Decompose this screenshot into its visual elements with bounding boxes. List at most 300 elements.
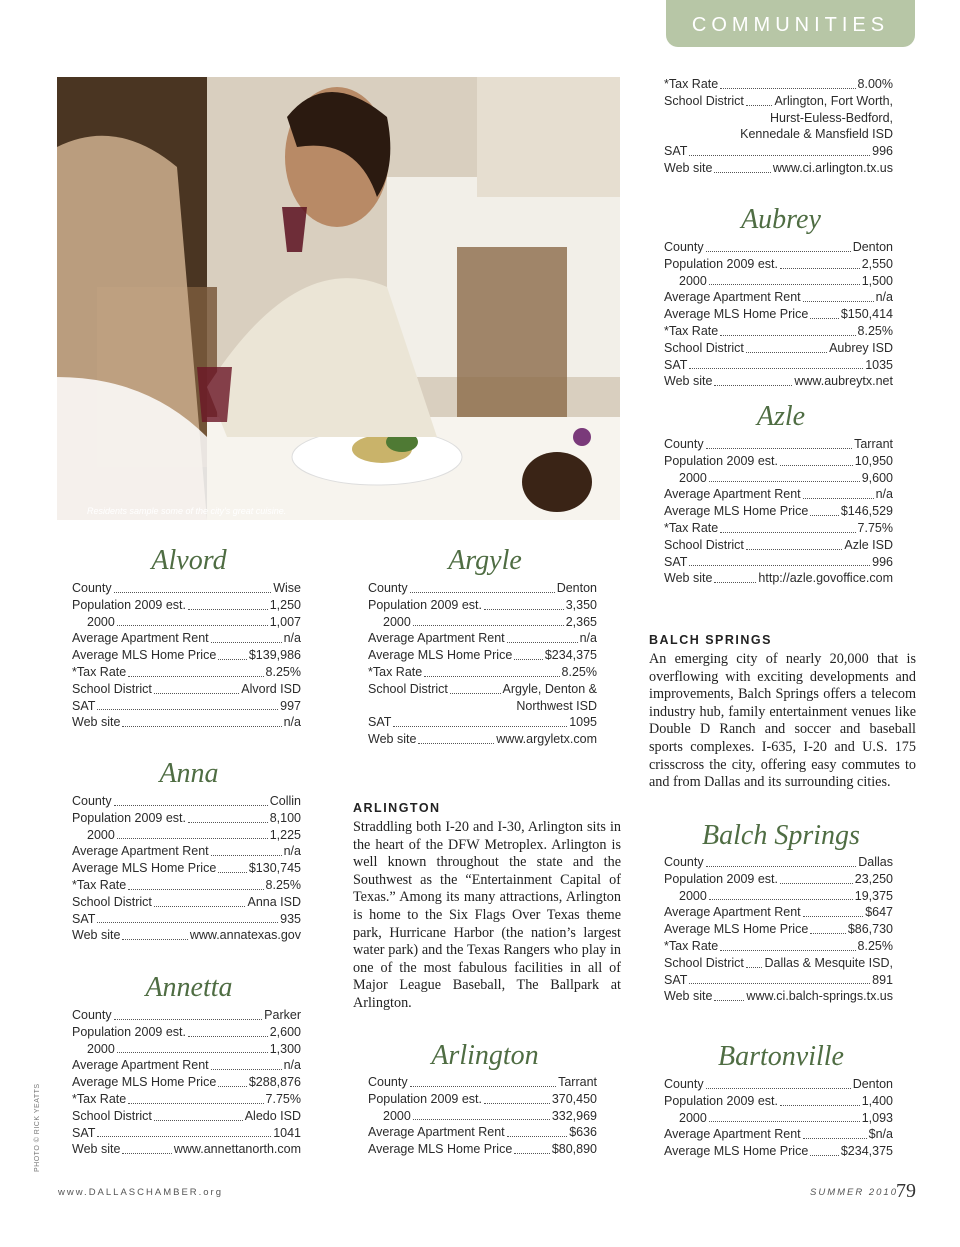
stat-row	[72, 630, 301, 647]
stat-label: Average Apartment Rent	[664, 487, 801, 502]
stat-value: $234,375	[544, 648, 597, 663]
dot-leader	[507, 642, 578, 643]
dot-leader	[211, 1069, 282, 1070]
stat-value: www.aubreytx.net	[794, 374, 893, 389]
stat-value: Aledo ISD	[244, 1108, 301, 1123]
stat-value: 8.25%	[561, 664, 597, 679]
stat-value: Wise	[273, 581, 301, 595]
dot-leader	[413, 625, 564, 626]
balch-springs-stats	[664, 854, 893, 1005]
stat-value: n/a	[875, 290, 893, 305]
stat-value: $139,986	[248, 648, 301, 663]
arlington-stats	[368, 1074, 597, 1158]
stat-value: $647	[865, 905, 893, 920]
dot-leader	[706, 866, 857, 867]
stat-label: Population 2009 est.	[368, 1091, 482, 1106]
stat-label: County	[368, 1075, 408, 1089]
stat-value: 935	[280, 911, 301, 926]
dot-leader	[154, 693, 239, 694]
stat-label: Web site	[664, 160, 713, 175]
dot-leader	[720, 335, 855, 336]
stat-value: 1035	[865, 357, 893, 372]
stat-row	[664, 1076, 893, 1093]
stat-row	[664, 436, 893, 453]
stat-value: 370,450	[551, 1091, 597, 1106]
dot-leader	[117, 1052, 268, 1053]
dot-leader	[450, 693, 501, 694]
dot-leader	[714, 172, 770, 173]
dot-leader	[484, 1103, 550, 1104]
stat-label: *Tax Rate	[664, 77, 719, 91]
stat-label: SAT	[664, 554, 688, 569]
stat-label: Web site	[72, 928, 121, 943]
community-title: Bartonville	[718, 1041, 844, 1072]
stat-label: Web site	[664, 374, 713, 389]
stat-row	[664, 503, 893, 520]
dot-leader	[803, 301, 874, 302]
dot-leader	[689, 565, 870, 566]
community-title: Arlington	[431, 1040, 539, 1071]
dot-leader	[706, 448, 852, 449]
stat-row	[664, 340, 893, 357]
stat-row	[368, 1141, 597, 1158]
stat-label: School District	[664, 340, 744, 355]
stat-row	[664, 570, 893, 587]
stat-value-continued: Kennedale & Mansfield ISD	[740, 127, 893, 142]
stat-label: School District	[368, 681, 448, 696]
dot-leader	[706, 1088, 851, 1089]
stat-value: Aubrey ISD	[829, 340, 893, 355]
stat-label: Average Apartment Rent	[664, 1127, 801, 1142]
stat-row	[72, 681, 301, 698]
stat-row	[72, 843, 301, 860]
stat-row	[664, 239, 893, 256]
stat-value: Anna ISD	[247, 894, 301, 909]
page-number: 79	[896, 1180, 916, 1202]
stat-row	[72, 894, 301, 911]
stat-label: Population 2009 est.	[664, 1093, 778, 1108]
stat-row	[664, 453, 893, 470]
stat-label: SAT	[72, 698, 96, 713]
stat-row	[72, 1007, 301, 1024]
stat-label: Average MLS Home Price	[368, 648, 513, 663]
dot-leader	[810, 318, 839, 319]
dot-leader	[810, 515, 839, 516]
stat-value: 3,350	[565, 597, 597, 612]
arlington-continued	[664, 76, 893, 177]
stat-label: SAT	[664, 357, 688, 372]
stat-value: Arlington, Fort Worth,	[774, 93, 893, 108]
photo-illustration	[57, 77, 620, 520]
stat-label: Average MLS Home Price	[664, 1144, 809, 1159]
dot-leader	[706, 251, 851, 252]
stat-row	[72, 580, 301, 597]
stat-value: www.annatexas.gov	[189, 928, 301, 943]
stat-label: Average MLS Home Price	[664, 922, 809, 937]
stat-label: Population 2009 est.	[72, 1024, 186, 1039]
stat-row	[664, 938, 893, 955]
stat-row	[368, 1091, 597, 1108]
dot-leader	[114, 1019, 263, 1020]
stat-row	[664, 955, 893, 972]
stat-value: 1,500	[861, 273, 893, 288]
dot-leader	[803, 916, 864, 917]
stat-label: Average MLS Home Price	[368, 1142, 513, 1157]
dot-leader	[514, 659, 543, 660]
stat-value: 996	[872, 144, 893, 159]
stat-value: $80,890	[551, 1142, 597, 1157]
stat-label: 2000	[87, 614, 115, 629]
dot-leader	[714, 385, 792, 386]
dot-leader	[746, 549, 842, 550]
dot-leader	[97, 709, 278, 710]
dot-leader	[709, 1121, 860, 1122]
stat-label: 2000	[679, 1110, 707, 1125]
community-title: Aubrey	[741, 204, 821, 235]
stat-value: 10,950	[854, 453, 893, 468]
stat-value: 997	[280, 698, 301, 713]
stat-row	[72, 1074, 301, 1091]
stat-label: Average MLS Home Price	[664, 307, 809, 322]
stat-label: 2000	[679, 888, 707, 903]
section-paragraph: An emerging city of nearly 20,000 that is overflowing with exciting developments and improvements, Balch Springs offers a telecom industry hub, family entertainment venues like Double D Ranch and soccer and baseball sports complexes. I-635, I-20 and U.S. 175 crisscross the city, offering easy commutes to and from Dallas and its surrounding cities.	[649, 651, 916, 791]
stat-value: n/a	[283, 844, 301, 859]
dot-leader	[689, 155, 870, 156]
anna-stats	[72, 793, 301, 944]
stat-value: www.argyletx.com	[496, 732, 597, 747]
stat-row	[72, 647, 301, 664]
dot-leader	[514, 1153, 550, 1154]
stat-value: n/a	[283, 1058, 301, 1073]
stat-value: 7.75%	[857, 520, 893, 535]
stat-label: Population 2009 est.	[368, 597, 482, 612]
stat-value: www.ci.arlington.tx.us	[772, 160, 893, 175]
stat-row	[72, 860, 301, 877]
community-title: Annetta	[145, 972, 233, 1003]
dot-leader	[218, 659, 247, 660]
stat-value: 2,600	[269, 1024, 301, 1039]
dot-leader	[188, 1036, 268, 1037]
stat-row	[368, 580, 597, 597]
stat-row	[368, 681, 597, 698]
stat-row	[664, 160, 893, 177]
stat-label: *Tax Rate	[72, 1091, 127, 1106]
dot-leader	[128, 1103, 263, 1104]
stat-label: *Tax Rate	[72, 664, 127, 679]
stat-label: County	[72, 794, 112, 808]
dot-leader	[211, 642, 282, 643]
stat-value: Dallas & Mesquite ISD,	[764, 955, 893, 970]
stat-row	[664, 1126, 893, 1143]
stat-row	[368, 714, 597, 731]
stat-row	[72, 810, 301, 827]
stat-row	[72, 614, 301, 631]
stat-row	[664, 373, 893, 390]
stat-row	[664, 972, 893, 989]
stat-value: 1,007	[269, 614, 301, 629]
stat-value: 23,250	[854, 871, 893, 886]
stat-row	[72, 1057, 301, 1074]
stat-label: Average Apartment Rent	[664, 290, 801, 305]
stat-label: Web site	[664, 571, 713, 586]
stat-value: 8.25%	[265, 877, 301, 892]
stat-row	[72, 1125, 301, 1142]
stat-row	[72, 597, 301, 614]
dot-leader	[803, 498, 874, 499]
section-heading: ARLINGTON	[353, 801, 441, 815]
stat-row	[368, 731, 597, 748]
stat-value: www.annettanorth.com	[173, 1142, 301, 1157]
dot-leader	[780, 1105, 860, 1106]
stat-row	[664, 470, 893, 487]
annetta-stats	[72, 1007, 301, 1158]
stat-row	[368, 664, 597, 681]
stat-row	[368, 647, 597, 664]
stat-value: 2,365	[565, 614, 597, 629]
argyle-stats	[368, 580, 597, 748]
stat-row	[664, 357, 893, 374]
dot-leader	[689, 983, 870, 984]
stat-value: Alvord ISD	[241, 681, 301, 696]
stat-row	[664, 888, 893, 905]
dot-leader	[188, 822, 268, 823]
stat-value: Collin	[269, 794, 301, 808]
stat-label: Average Apartment Rent	[72, 631, 209, 646]
dot-leader	[122, 939, 187, 940]
dot-leader	[507, 1136, 568, 1137]
stat-label: 2000	[87, 827, 115, 842]
stat-label: Average MLS Home Price	[664, 504, 809, 519]
stat-value: 8,100	[269, 810, 301, 825]
stat-label: Average Apartment Rent	[368, 1125, 505, 1140]
azle-stats	[664, 436, 893, 587]
restaurant-photo	[57, 77, 620, 520]
stat-value: 1,225	[269, 827, 301, 842]
dot-leader	[418, 743, 494, 744]
stat-row	[72, 911, 301, 928]
stat-row	[368, 1124, 597, 1141]
dot-leader	[720, 88, 855, 89]
stat-row	[664, 1143, 893, 1160]
dot-leader	[714, 582, 756, 583]
stat-label: School District	[664, 93, 744, 108]
stat-row	[72, 698, 301, 715]
stat-value: $86,730	[847, 922, 893, 937]
stat-row	[664, 76, 893, 93]
footer-issue: SUMMER 2010	[810, 1187, 898, 1198]
stat-value-continued: Northwest ISD	[516, 698, 597, 713]
stat-value: 1041	[273, 1125, 301, 1140]
stat-value: $150,414	[840, 307, 893, 322]
stat-row	[664, 1110, 893, 1127]
dot-leader	[709, 899, 853, 900]
stat-row	[664, 921, 893, 938]
stat-value: n/a	[875, 487, 893, 502]
stat-label: Population 2009 est.	[72, 597, 186, 612]
stat-label: SAT	[368, 715, 392, 730]
stat-label: County	[664, 240, 704, 254]
dot-leader	[218, 1086, 247, 1087]
stat-label: SAT	[72, 1125, 96, 1140]
stat-row	[664, 486, 893, 503]
stat-value: 8.25%	[857, 938, 893, 953]
stat-row	[72, 664, 301, 681]
stat-value: 1,400	[861, 1093, 893, 1108]
stat-label: 2000	[679, 470, 707, 485]
stat-label: Web site	[72, 715, 121, 730]
stat-label: Average MLS Home Price	[72, 648, 217, 663]
stat-row	[72, 1141, 301, 1158]
stat-label: 2000	[383, 614, 411, 629]
stat-label: Average Apartment Rent	[664, 905, 801, 920]
stat-row	[72, 1108, 301, 1125]
stat-value: Tarrant	[854, 437, 893, 451]
stat-value: $636	[569, 1125, 597, 1140]
dot-leader	[720, 532, 855, 533]
stat-label: *Tax Rate	[664, 323, 719, 338]
stat-label: Average Apartment Rent	[72, 1058, 209, 1073]
stat-value: 996	[872, 554, 893, 569]
stat-row	[664, 143, 893, 160]
stat-value: n/a	[283, 715, 301, 730]
stat-value: Denton	[852, 1077, 893, 1091]
stat-label: *Tax Rate	[72, 877, 127, 892]
stat-label: School District	[664, 537, 744, 552]
dot-leader	[97, 1136, 271, 1137]
dot-leader	[410, 592, 555, 593]
stat-label: County	[72, 581, 112, 595]
stat-value: Parker	[264, 1008, 301, 1022]
stat-value: Argyle, Denton &	[502, 681, 597, 696]
stat-value: 1,300	[269, 1041, 301, 1056]
stat-label: Population 2009 est.	[72, 810, 186, 825]
stat-row	[72, 927, 301, 944]
community-title: Argyle	[448, 545, 522, 576]
stat-row	[368, 597, 597, 614]
aubrey-stats	[664, 239, 893, 390]
stat-row	[664, 93, 893, 110]
stat-value: 8.25%	[265, 664, 301, 679]
dot-leader	[154, 1120, 243, 1121]
stat-label: County	[664, 1077, 704, 1091]
section-heading: BALCH SPRINGS	[649, 633, 772, 647]
dot-leader	[746, 352, 827, 353]
stat-value-continued: Hurst-Euless-Bedford,	[770, 110, 893, 125]
community-title: Alvord	[151, 545, 227, 576]
dot-leader	[709, 284, 860, 285]
stat-value: n/a	[283, 631, 301, 646]
stat-label: School District	[72, 1108, 152, 1123]
stat-label: County	[368, 581, 408, 595]
stat-label: Population 2009 est.	[664, 453, 778, 468]
stat-row	[368, 1074, 597, 1091]
section-tab: COMMUNITIES	[666, 0, 915, 47]
stat-label: Average MLS Home Price	[72, 1075, 217, 1090]
dot-leader	[413, 1119, 550, 1120]
stat-label: SAT	[664, 972, 688, 987]
stat-value: $130,745	[248, 861, 301, 876]
stat-label: Average MLS Home Price	[72, 861, 217, 876]
stat-row	[72, 714, 301, 731]
stat-value: 8.25%	[857, 323, 893, 338]
stat-value: 8.00%	[857, 77, 893, 91]
dot-leader	[117, 625, 268, 626]
stat-value: Dallas	[858, 855, 893, 869]
dot-leader	[780, 883, 853, 884]
section-paragraph: Straddling both I-20 and I-30, Arlington sits in the heart of the DFW Metroplex. Arlington is well known throughout the state and the Southwest as the “Entertainment Capital of Texas.” Among its many attractions, Arlington is home to the Six Flags Over Texas theme park, Hurricane Harbor (the nation’s largest water park) and the Texas Rangers who play in one of the most fabulous facilities in all of Major League Baseball, The Ballpark at Arlington.	[353, 819, 621, 1011]
stat-value: www.ci.balch-springs.tx.us	[746, 989, 893, 1004]
community-title: Anna	[159, 758, 219, 789]
stat-row	[664, 854, 893, 871]
stat-row	[664, 554, 893, 571]
stat-value: 1,250	[269, 597, 301, 612]
stat-label: SAT	[72, 911, 96, 926]
stat-row	[72, 827, 301, 844]
stat-value: $288,876	[248, 1075, 301, 1090]
dot-leader	[714, 1000, 744, 1001]
stat-label: *Tax Rate	[664, 520, 719, 535]
community-title: Azle	[756, 401, 806, 432]
stat-label: Population 2009 est.	[664, 871, 778, 886]
stat-value: Denton	[556, 581, 597, 595]
dot-leader	[746, 967, 763, 968]
stat-value: 19,375	[854, 888, 893, 903]
dot-leader	[424, 676, 559, 677]
stat-value: Tarrant	[558, 1075, 597, 1089]
stat-label: 2000	[383, 1108, 411, 1123]
stat-row	[72, 1024, 301, 1041]
community-title: Balch Springs	[702, 820, 860, 851]
stat-value: Azle ISD	[844, 537, 893, 552]
stat-label: County	[72, 1008, 112, 1022]
dot-leader	[484, 609, 564, 610]
photo-caption: Residents sample some of the city's great cuisine.	[87, 506, 287, 516]
stat-label: *Tax Rate	[368, 664, 423, 679]
stat-value: 2,550	[861, 256, 893, 271]
stat-value: 891	[872, 972, 893, 987]
stat-label: County	[664, 855, 704, 869]
stat-row	[368, 1108, 597, 1125]
dot-leader	[218, 872, 247, 873]
dot-leader	[746, 105, 773, 106]
dot-leader	[128, 889, 263, 890]
stat-label: School District	[72, 681, 152, 696]
dot-leader	[122, 726, 281, 727]
photo-credit: PHOTO © RICK YEATTS	[34, 1083, 41, 1172]
dot-leader	[97, 922, 278, 923]
dot-leader	[689, 368, 863, 369]
stat-value: 1,093	[861, 1110, 893, 1125]
stat-label: *Tax Rate	[664, 938, 719, 953]
stat-label: Population 2009 est.	[664, 256, 778, 271]
stat-row	[72, 1091, 301, 1108]
stat-row	[368, 614, 597, 631]
footer-url: www.DALLASCHAMBER.org	[58, 1187, 224, 1198]
stat-row	[72, 793, 301, 810]
stat-value: 1095	[569, 715, 597, 730]
stat-label: Web site	[368, 732, 417, 747]
stat-row	[72, 877, 301, 894]
stat-label: County	[664, 437, 704, 451]
stat-row	[664, 904, 893, 921]
dot-leader	[810, 1155, 839, 1156]
dot-leader	[117, 838, 268, 839]
stat-value: 7.75%	[265, 1091, 301, 1106]
stat-label: Web site	[72, 1142, 121, 1157]
dot-leader	[709, 481, 860, 482]
stat-row	[664, 306, 893, 323]
stat-label: Average Apartment Rent	[72, 844, 209, 859]
